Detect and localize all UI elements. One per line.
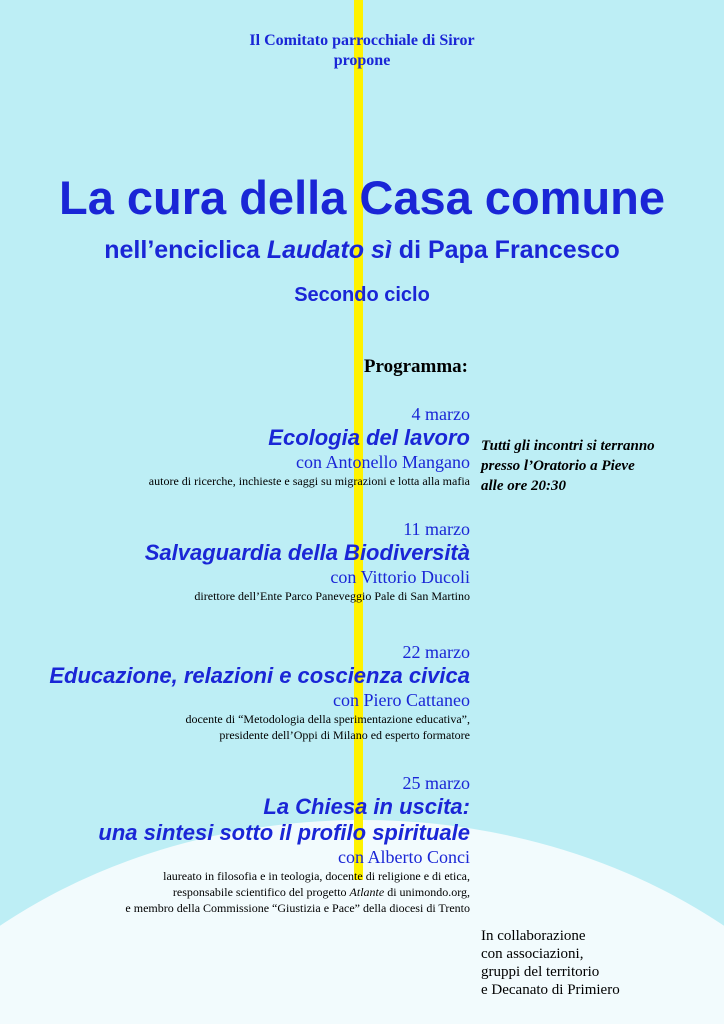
event-description <box>0 884 470 900</box>
event-description: direttore dell’Ente Parco Paneveggio Pale di San Martino <box>194 589 470 603</box>
event-3 <box>0 641 470 743</box>
proposer-line: Il Comitato parrocchiale di Siror <box>249 32 475 49</box>
event-date: 11 marzo <box>403 519 470 539</box>
event-description: laureato in filosofia e in teologia, docente di religione e di etica, <box>163 869 470 883</box>
event-description: presidente dell’Oppi di Milano ed esperto formatore <box>219 728 470 742</box>
event-date: 4 marzo <box>411 404 470 424</box>
desc-after: di unimondo.org, <box>384 885 470 899</box>
event-title: Salvaguardia della Biodiversità <box>144 540 470 565</box>
venue-line: Tutti gli incontri si terranno <box>481 438 655 454</box>
event-speaker: con Vittorio Ducoli <box>330 567 470 587</box>
event-description: docente di “Metodologia della sperimentazione educativa”, <box>185 712 470 726</box>
event-date: 25 marzo <box>402 773 470 793</box>
main-title: La cura della Casa comune <box>58 171 666 224</box>
subtitle <box>0 234 724 266</box>
collaboration-note <box>481 927 620 999</box>
proposer-header <box>0 31 724 71</box>
event-title-line: La Chiesa in uscita: <box>263 794 470 819</box>
collab-line: e Decanato di Primiero <box>481 982 620 998</box>
subtitle-after: di Papa Francesco <box>391 236 620 264</box>
collab-line: gruppi del territorio <box>481 964 600 980</box>
subtitle-italic: Laudato sì <box>266 236 392 264</box>
venue-line: alle ore 20:30 <box>481 478 566 494</box>
event-title: Educazione, relazioni e coscienza civica <box>49 663 470 688</box>
desc-italic: Atlante <box>349 885 385 899</box>
collab-line: con associazioni, <box>481 946 584 962</box>
event-1 <box>20 403 470 489</box>
venue-line: presso l’Oratorio a Pieve <box>481 458 635 474</box>
desc-before: responsabile scientifico del progetto <box>172 885 350 899</box>
event-description: e membro della Commissione “Giustizia e Pace” della diocesi di Trento <box>125 901 470 915</box>
event-description: autore di ricerche, inchieste e saggi su migrazioni e lotta alla mafia <box>148 474 470 488</box>
cycle-label: Secondo ciclo <box>294 284 430 306</box>
program-label: Programma: <box>363 356 468 377</box>
event-title: Ecologia del lavoro <box>268 425 470 450</box>
event-4 <box>0 772 470 916</box>
event-2 <box>20 518 470 604</box>
event-title-line: una sintesi sotto il profilo spirituale <box>98 820 470 845</box>
proposer-verb: propone <box>333 52 391 69</box>
event-speaker: con Antonello Mangano <box>296 452 470 472</box>
venue-note <box>481 436 655 496</box>
subtitle-before: nell’enciclica <box>104 236 267 264</box>
event-speaker: con Piero Cattaneo <box>333 690 470 710</box>
event-date: 22 marzo <box>402 642 470 662</box>
event-speaker: con Alberto Conci <box>338 847 470 867</box>
collab-line: In collaborazione <box>481 928 586 944</box>
